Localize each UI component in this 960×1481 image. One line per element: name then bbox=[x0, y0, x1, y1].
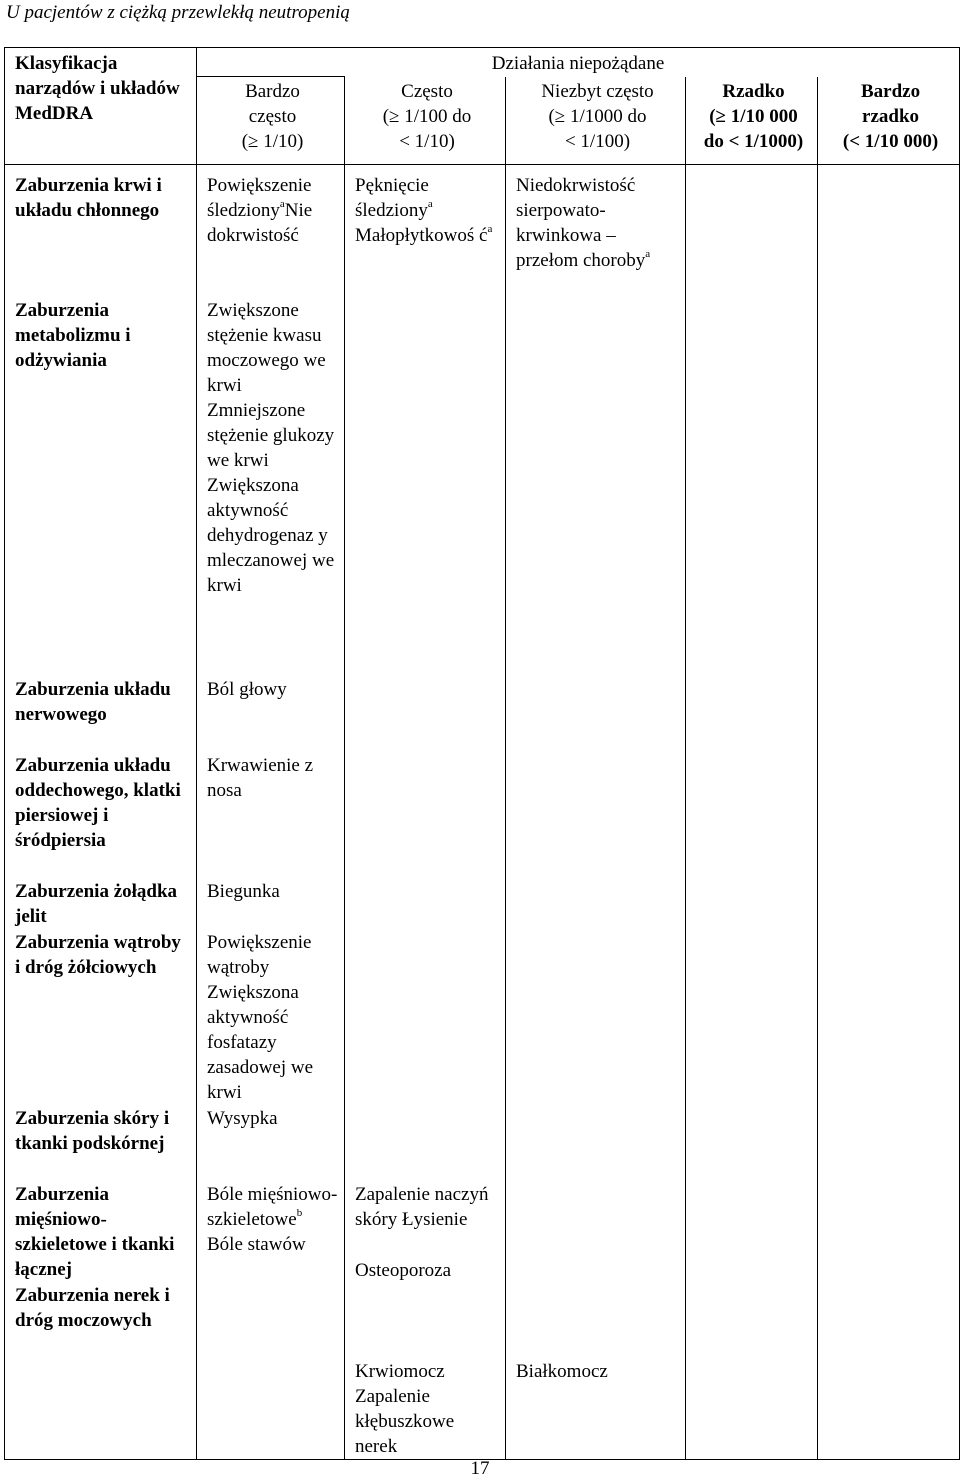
common-empty-gap bbox=[355, 298, 499, 1182]
soc-metabolism: Zaburzenia metabolizmu i odżywiania bbox=[15, 300, 131, 371]
freq-header-very-common: Bardzo często (≥ 1/10) bbox=[197, 77, 345, 165]
group-header-cell bbox=[197, 48, 960, 77]
soc-header: Klasyfikacja narządów i układów MedDRA bbox=[15, 53, 180, 124]
soc-skin: Zaburzenia skóry i tkanki podskórnej bbox=[15, 1108, 170, 1154]
vc-blood: Powiększenie śledziony$^a$Nie dokrwistość bbox=[207, 175, 313, 246]
very-common-column bbox=[197, 165, 345, 1460]
vc-respiratory: Krwawienie z nosa bbox=[207, 755, 314, 801]
c-skin: Zapalenie naczyń skóry Łysienie bbox=[355, 1184, 489, 1230]
adverse-reactions-table bbox=[4, 47, 960, 1460]
freq-header-uncommon: Niezbyt często (≥ 1/1000 do < 1/100) bbox=[506, 77, 686, 165]
freq-header-common: Często (≥ 1/100 do < 1/10) bbox=[345, 77, 506, 165]
very-rare-column bbox=[818, 165, 960, 1460]
c-musculoskeletal: Osteoporoza bbox=[355, 1260, 452, 1281]
soc-musculoskeletal: Zaburzenia mięśniowo-szkieletowe i tkanki łącznej bbox=[15, 1184, 175, 1280]
vc-gastrointestinal: Biegunka bbox=[207, 881, 280, 902]
soc-renal: Zaburzenia nerek i dróg moczowych bbox=[15, 1285, 170, 1331]
vc-nervous: Ból głowy bbox=[207, 679, 287, 700]
vc-metabolism: Zwiększone stężenie kwasu moczowego we krwi Zmniejszone stężenie glukozy we krwi Zwiększona aktywność dehydrogenaz y mleczanowej we krwi bbox=[207, 300, 335, 596]
vc-skin: Wysypka bbox=[207, 1108, 278, 1129]
freq-header-very-rare: Bardzo rzadko (< 1/10 000) bbox=[818, 77, 960, 165]
common-column bbox=[345, 165, 506, 1460]
soc-gastrointestinal: Zaburzenia żołądka jelit bbox=[15, 881, 178, 927]
group-header: Działania niepożądane bbox=[491, 53, 665, 74]
soc-respiratory: Zaburzenia układu oddechowego, klatki piersiowej i śródpiersia bbox=[15, 755, 181, 851]
soc-column bbox=[5, 165, 197, 1460]
uncommon-empty-gap bbox=[516, 298, 679, 1359]
c-renal: Krwiomocz Zapalenie kłębuszkowe nerek bbox=[355, 1361, 455, 1457]
table-body-row bbox=[5, 165, 960, 1460]
uncommon-column bbox=[506, 165, 686, 1460]
soc-nervous: Zaburzenia układu nerwowego bbox=[15, 679, 171, 725]
rare-column bbox=[686, 165, 818, 1460]
vc-hepatobiliary: Powiększenie wątroby Zwiększona aktywność fosfatazy zasadowej we krwi bbox=[207, 932, 314, 1103]
u-renal: Białkomocz bbox=[516, 1361, 608, 1382]
page-number: 17 bbox=[470, 1458, 490, 1479]
vc-musculoskeletal: Bóle mięśniowo-szkieletowe$^b$ Bóle stawów bbox=[207, 1184, 338, 1255]
c-blood: Pęknięcie śledziony$^a$ Małopłytkowoś $ć^a$ bbox=[355, 175, 493, 246]
soc-blood: Zaburzenia krwi i układu chłonnego bbox=[15, 175, 162, 221]
u-blood: Niedokrwistość sierpowato-krwinkowa – przełom choroby$^a$ bbox=[516, 175, 651, 271]
soc-hepatobiliary: Zaburzenia wątroby i dróg żółciowych bbox=[15, 932, 181, 978]
header-row bbox=[5, 48, 960, 77]
page-heading: U pacjentów z ciężką przewlekłą neutropenią bbox=[6, 2, 350, 23]
soc-header-cell bbox=[5, 48, 197, 165]
freq-header-rare: Rzadko (≥ 1/10 000 do < 1/1000) bbox=[686, 77, 818, 165]
